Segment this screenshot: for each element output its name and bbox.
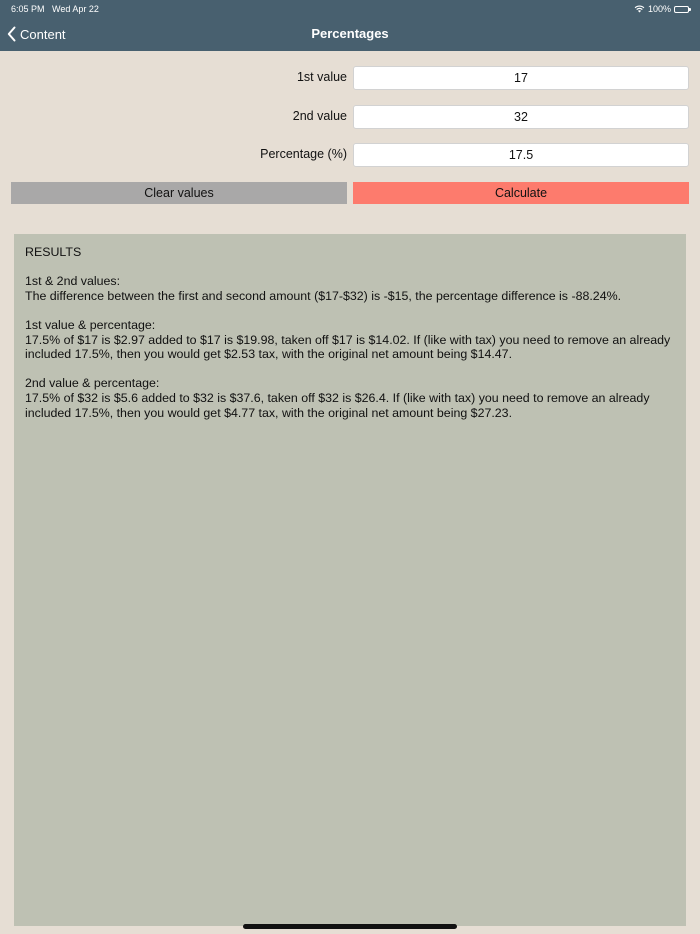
first-percentage-text: 17.5% of $17 is $2.97 added to $17 is $19.98, taken off $17 is $14.02. If (like with tax) you need to remove an already included 17.5%, then you would get $2.53 tax, with the original net amount being $14.47. — [25, 332, 671, 362]
results-heading: RESULTS — [25, 245, 82, 259]
difference-title: 1st & 2nd values: — [25, 274, 121, 289]
calculate-button[interactable]: Calculate — [353, 182, 689, 204]
second-value-input[interactable] — [353, 105, 689, 129]
page-title: Percentages — [311, 26, 389, 41]
percentage-row — [0, 143, 700, 167]
second-value-label: 2nd value — [292, 109, 347, 123]
status-bar — [0, 0, 700, 16]
battery-icon — [674, 6, 689, 13]
home-indicator[interactable] — [243, 924, 457, 929]
second-percentage-text: 17.5% of $32 is $5.6 added to $32 is $37.6, taken off $32 is $26.4. If (like with tax) you need to remove an already included 17.5%, then you would get $4.77 tax, with the original net amount being $27.23. — [25, 390, 650, 420]
wifi-icon — [634, 5, 645, 13]
second-percentage-title: 2nd value & percentage: — [25, 376, 160, 391]
first-value-input[interactable] — [353, 66, 689, 90]
results-panel — [14, 234, 686, 926]
percentage-label: Percentage (%) — [260, 147, 347, 161]
status-time — [11, 4, 99, 14]
back-button-label: Content — [20, 26, 66, 42]
first-percentage-title: 1st value & percentage: — [25, 317, 156, 332]
first-value-label: 1st value — [296, 70, 347, 84]
status-clock: 6:05 PM — [11, 4, 45, 14]
status-date: Wed Apr 22 — [52, 4, 99, 14]
battery-percent: 100% — [647, 4, 671, 14]
first-value-row — [0, 66, 700, 90]
navigation-bar — [0, 0, 700, 51]
difference-text: The difference between the first and second amount ($17-$32) is -$15, the percentage difference is -88.24%. — [25, 288, 622, 303]
status-indicators — [634, 4, 689, 14]
second-value-row — [0, 105, 700, 129]
percentage-input[interactable] — [353, 143, 689, 167]
clear-values-button[interactable]: Clear values — [11, 182, 347, 204]
